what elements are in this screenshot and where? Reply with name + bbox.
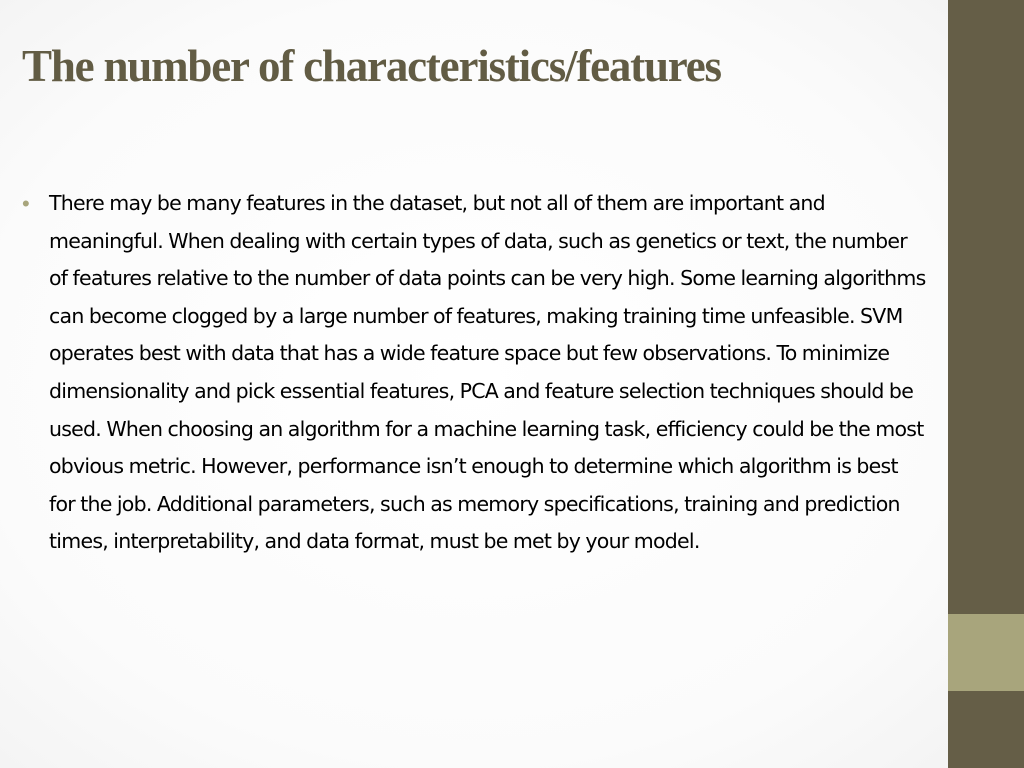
decorative-side-accent (948, 614, 1024, 691)
slide-content (22, 185, 927, 561)
bullet-item (22, 185, 927, 561)
bullet-text: There may be many features in the dataset, but not all of them are important and meaningful. When dealing with certain types of data, such as genetics or text, the number of features relative to the number of data points can be very high. Some learning algorithms can become clogged by a large number of features, making training time unfeasible. SVM operates best with data that has a wide feature space but few observations. To minimize dimensionality and pick essential features, PCA and feature selection techniques should be used. When choosing an algorithm for a machine learning task, efficiency could be the most obvious metric. However, performance isn’t enough to determine which algorithm is best for the job. Additional parameters, such as memory specifications, training and prediction times, interpretability, and data format, must be met by your model. (49, 191, 926, 554)
slide-title: The number of characteristics/features (22, 41, 721, 91)
bullet-icon: • (22, 191, 30, 216)
